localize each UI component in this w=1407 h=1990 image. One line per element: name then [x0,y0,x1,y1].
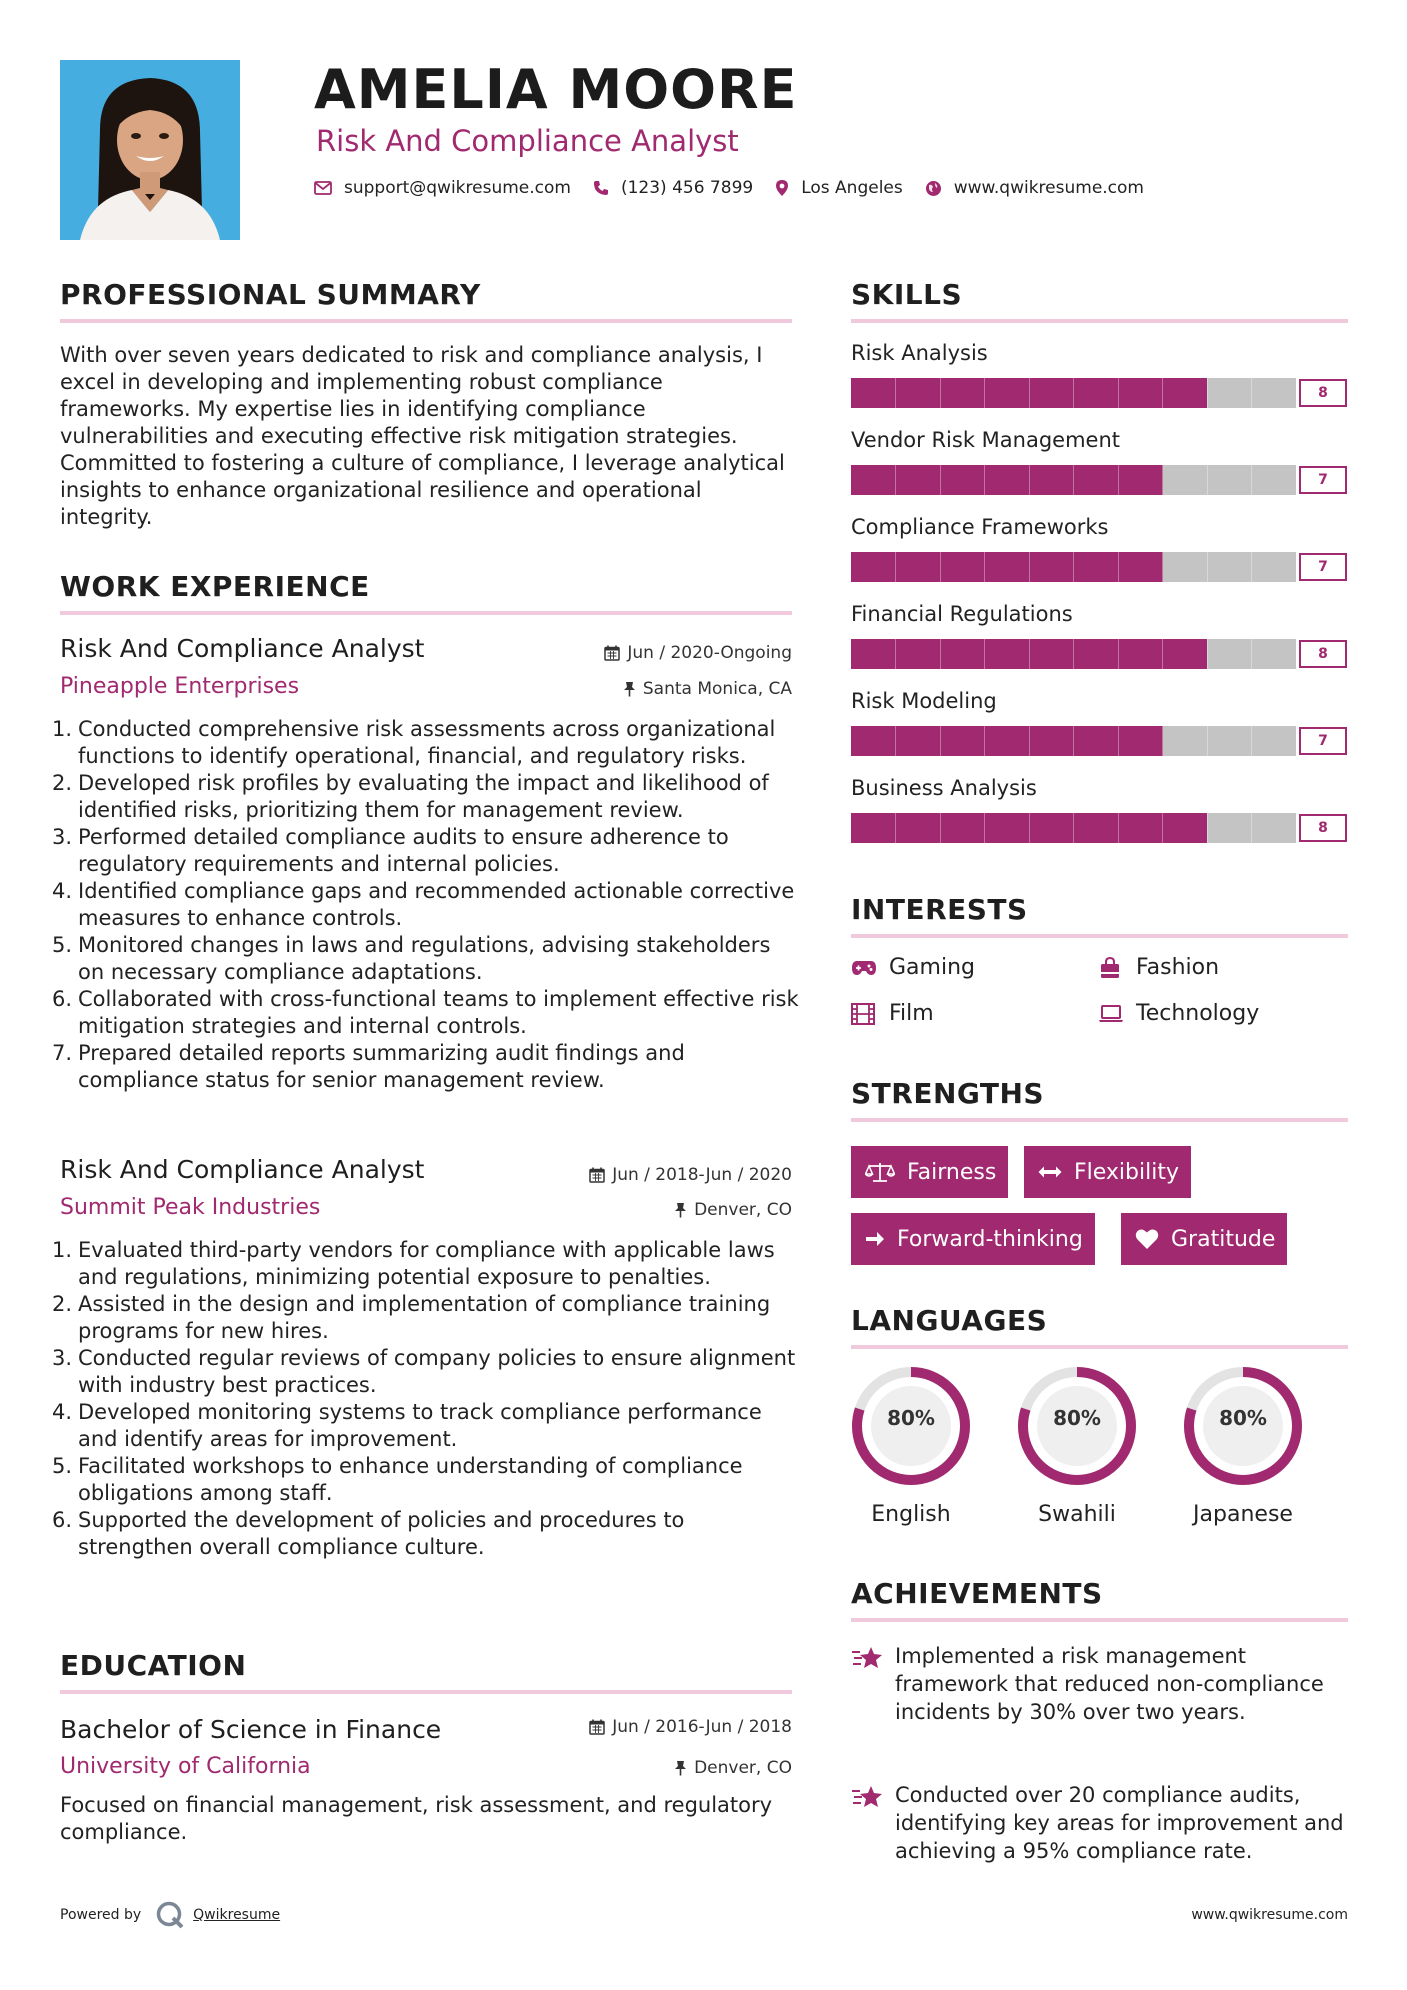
duty-number: 5. [52,933,73,957]
education-description: Focused on financial management, risk assessment, and regulatory compliance. [60,1793,773,1844]
job-duty-item [52,1399,800,1453]
qwikresume-logo-icon [155,1900,185,1930]
interest-fashion [1098,955,1219,980]
duty-text: Conducted comprehensive risk assessments across organizational functions to identify operational, financial, and regulatory risks. [78,717,776,768]
strength-badge-flexibility [1024,1146,1191,1198]
job-location [623,679,792,699]
skill-bar-segment [985,813,1030,843]
arrow-right-icon [865,1229,885,1249]
skill-name: Compliance Frameworks [851,515,1109,539]
duty-text: Collaborated with cross-functional teams to implement effective risk mitigation strategies and internal controls. [78,987,799,1038]
skill-score: 8 [1299,814,1347,842]
strength-label: Flexibility [1074,1159,1179,1185]
skill-bar [851,639,1347,669]
skill-bar-segment [1118,552,1163,582]
globe-icon [925,180,942,197]
skill-bar-segment [940,639,985,669]
skill-bar-segment [1118,378,1163,408]
skill-bar [851,726,1347,756]
language-item [1181,1364,1305,1527]
skill-name: Vendor Risk Management [851,428,1120,452]
skill-name: Risk Modeling [851,689,997,713]
calendar-icon [604,645,620,661]
duty-number: 2. [52,1292,73,1316]
job-duty-item [52,1345,800,1399]
skill-bar-segment [940,465,985,495]
skill-bar-segment [896,465,941,495]
skill-bar-segment [940,813,985,843]
skill-bar-segment [1163,552,1208,582]
achievement-item [851,1781,1351,1865]
contact-phone: (123) 456 7899 [620,178,754,198]
interest-label: Fashion [1136,955,1220,980]
education-dates-text: Jun / 2016-Jun / 2018 [612,1717,792,1737]
languages-divider [851,1345,1348,1349]
language-percent: 80% [1053,1406,1101,1430]
job-duty-item [52,1291,800,1345]
skill-bar-segment [851,552,896,582]
skill-score: 7 [1299,466,1347,494]
job-company: Pineapple Enterprises [60,674,300,699]
achievement-text: Conducted over 20 compliance audits, identifying key areas for improvement and achieving a 95% compliance rate. [895,1783,1344,1863]
job-duty-item [52,1237,800,1291]
duty-text: Identified compliance gaps and recommended actionable corrective measures to enhance controls. [78,879,795,930]
skill-bar-track [851,639,1296,669]
job-duties-list [52,1237,800,1561]
powered-by-label: Powered by [60,1907,142,1923]
envelope-icon [314,181,332,195]
skill-bar-segment [940,378,985,408]
contact-website[interactable]: www.qwikresume.com [953,178,1144,198]
duty-number: 5. [52,1454,73,1478]
skill-bar-segment [985,465,1030,495]
contact-location: Los Angeles [801,178,903,198]
skill-bar-segment [896,639,941,669]
heart-icon [1135,1228,1159,1250]
job-company: Summit Peak Industries [60,1195,321,1220]
achievement-text: Implemented a risk management framework that reduced non-compliance incidents by 30% over two years. [895,1644,1324,1724]
duty-number: 4. [52,1400,73,1424]
job-location [674,1200,792,1220]
skill-name: Risk Analysis [851,341,988,365]
achievements-divider [851,1618,1348,1622]
skill-bar-segment [1074,378,1119,408]
skill-bar-segment [1118,465,1163,495]
calendar-icon [589,1167,605,1183]
skill-bar-segment [896,552,941,582]
education-degree: Bachelor of Science in Finance [60,1715,442,1744]
summary-heading: PROFESSIONAL SUMMARY [60,278,481,311]
skill-bar-segment [1074,726,1119,756]
shooting-star-icon [851,1781,895,1865]
candidate-role: Risk And Compliance Analyst [316,124,739,158]
language-item [849,1364,973,1527]
interest-label: Film [889,1001,934,1026]
skill-bar-segment [1118,813,1163,843]
skill-bar-segment [896,378,941,408]
duty-number: 7. [52,1041,73,1065]
skill-bar-segment [1252,552,1297,582]
duty-text: Developed monitoring systems to track compliance performance and identify areas for improvement. [78,1400,762,1451]
skill-name: Business Analysis [851,776,1037,800]
shopping-bag-icon [1098,957,1126,979]
education-school: University of California [60,1754,311,1779]
interests-heading: INTERESTS [851,893,1028,926]
skill-bar-segment [1029,813,1074,843]
duty-text: Prepared detailed reports summarizing audit findings and compliance status for senior management review. [78,1041,685,1092]
skills-heading: SKILLS [851,278,963,311]
strengths-heading: STRENGTHS [851,1077,1045,1110]
phone-icon [593,180,609,196]
education-dates [589,1717,792,1737]
skill-bar-segment [851,813,896,843]
calendar-icon [589,1719,605,1735]
shooting-star-icon [851,1642,895,1726]
skill-bar-segment [1207,726,1252,756]
achievement-item [851,1642,1351,1726]
languages-heading: LANGUAGES [851,1304,1048,1337]
duty-text: Assisted in the design and implementation of compliance training programs for new hires. [78,1292,771,1343]
skill-bar-segment [1074,552,1119,582]
strength-label: Gratitude [1171,1226,1276,1252]
strength-label: Fairness [907,1159,997,1185]
skill-bar-segment [1118,726,1163,756]
strength-badge-forward-thinking [851,1213,1095,1265]
education-location [674,1758,792,1778]
interest-gaming [851,955,975,980]
footer-website[interactable]: www.qwikresume.com [1191,1907,1348,1923]
job-duty-item [52,1040,800,1094]
job-duty-item [52,932,800,986]
experience-divider [60,611,792,615]
interest-technology [1098,1001,1259,1026]
job-location-text: Santa Monica, CA [642,679,792,699]
job-dates-text: Jun / 2018-Jun / 2020 [612,1165,792,1185]
balance-scale-icon [865,1161,895,1183]
duty-text: Developed risk profiles by evaluating the impact and likelihood of identified risks, prioritizing them for management review. [78,771,769,822]
skill-score: 8 [1299,379,1347,407]
language-percent: 80% [1219,1406,1267,1430]
strength-badge-gratitude [1121,1213,1287,1265]
skill-bar-segment [1252,639,1297,669]
skills-divider [851,319,1348,323]
skill-score: 7 [1299,727,1347,755]
duty-number: 2. [52,771,73,795]
interests-divider [851,934,1348,938]
duty-text: Performed detailed compliance audits to ensure adherence to regulatory requirements and internal policies. [78,825,729,876]
skill-score: 8 [1299,640,1347,668]
summary-text: With over seven years dedicated to risk and compliance analysis, I excel in developing and implementing robust compliance frameworks. My expertise lies in identifying compliance vulnerabilities and executing effective risk mitigation strategies. Committed to fostering a culture of compliance, I leverage analytical insights to enhance organizational resilience and operational integrity. [60,343,785,529]
skill-bar-track [851,726,1296,756]
skill-bar-segment [985,726,1030,756]
skill-bar-segment [1163,465,1208,495]
language-name: English [871,1502,951,1527]
strength-label: Forward-thinking [897,1226,1083,1252]
skill-bar-segment [1118,639,1163,669]
skill-bar-segment [940,726,985,756]
pushpin-icon [674,1202,687,1218]
strength-badge-fairness [851,1146,1008,1198]
skill-bar-segment [1252,378,1297,408]
pushpin-icon [623,681,636,697]
duty-number: 3. [52,825,73,849]
skill-bar-segment [1252,726,1297,756]
job-duties-list [52,716,800,1094]
skill-bar-segment [1252,813,1297,843]
job-duty-item [52,1453,800,1507]
education-divider [60,1690,792,1694]
skill-bar-segment [896,813,941,843]
skill-name: Financial Regulations [851,602,1073,626]
contact-email[interactable]: support@qwikresume.com [344,178,571,198]
skill-bar-segment [1163,726,1208,756]
language-item [1015,1364,1139,1527]
language-percent: 80% [887,1406,935,1430]
skill-bar-segment [896,726,941,756]
skill-bar-segment [1074,465,1119,495]
duty-number: 6. [52,987,73,1011]
contact-bar [314,178,1166,198]
language-name: Japanese [1193,1502,1293,1527]
skill-bar-segment [940,552,985,582]
skill-bar-segment [1029,552,1074,582]
skill-bar-segment [1074,813,1119,843]
language-name: Swahili [1038,1502,1116,1527]
skill-bar-segment [851,378,896,408]
gamepad-icon [851,960,879,976]
skill-bar-track [851,813,1296,843]
job-dates [604,643,792,663]
education-location-text: Denver, CO [694,1758,792,1778]
skill-bar-segment [1207,552,1252,582]
skill-bar-segment [851,726,896,756]
skill-bar-segment [1029,639,1074,669]
skill-bar-segment [851,465,896,495]
duty-number: 1. [52,1238,73,1262]
job-duty-item [52,878,800,932]
experience-heading: WORK EXPERIENCE [60,570,370,603]
skill-bar-segment [1074,639,1119,669]
skill-bar-segment [1029,465,1074,495]
candidate-name: AMELIA MOORE [314,58,798,121]
interest-label: Technology [1136,1001,1260,1026]
pushpin-icon [674,1760,687,1776]
job-title: Risk And Compliance Analyst [60,634,425,663]
interest-label: Gaming [889,955,975,980]
duty-text: Facilitated workshops to enhance understanding of compliance obligations among staff. [78,1454,743,1505]
job-title: Risk And Compliance Analyst [60,1155,425,1184]
job-duty-item [52,716,800,770]
job-duty-item [52,986,800,1040]
skill-bar-segment [1029,378,1074,408]
job-dates [589,1165,792,1185]
skill-bar-segment [1252,465,1297,495]
skill-bar [851,552,1347,582]
strengths-divider [851,1118,1348,1122]
skill-bar-segment [1207,813,1252,843]
duty-number: 6. [52,1508,73,1532]
map-marker-icon [775,179,789,197]
skill-bar-track [851,552,1296,582]
qwikresume-brand-link[interactable]: Qwikresume [193,1907,281,1923]
achievements-heading: ACHIEVEMENTS [851,1577,1103,1610]
skill-bar-segment [1207,378,1252,408]
duty-text: Monitored changes in laws and regulations, advising stakeholders on necessary compliance adaptations. [78,933,771,984]
profile-photo [60,60,240,240]
skill-bar-segment [985,552,1030,582]
skill-bar-segment [1163,378,1208,408]
laptop-icon [1098,1005,1126,1023]
skill-bar-segment [1207,639,1252,669]
duty-number: 3. [52,1346,73,1370]
duty-text: Supported the development of policies and procedures to strengthen overall compliance culture. [78,1508,685,1559]
skill-score: 7 [1299,553,1347,581]
skill-bar-segment [851,639,896,669]
skill-bar [851,378,1347,408]
duty-text: Conducted regular reviews of company policies to ensure alignment with industry best practices. [78,1346,796,1397]
skill-bar-segment [1163,639,1208,669]
duty-number: 1. [52,717,73,741]
skill-bar [851,813,1347,843]
summary-divider [60,319,792,323]
skill-bar [851,465,1347,495]
skill-bar-segment [985,378,1030,408]
job-location-text: Denver, CO [694,1200,792,1220]
skill-bar-segment [1207,465,1252,495]
job-duty-item [52,824,800,878]
job-duty-item [52,770,800,824]
skill-bar-segment [1029,726,1074,756]
skill-bar-segment [985,639,1030,669]
skill-bar-track [851,465,1296,495]
job-duty-item [52,1507,800,1561]
skill-bar-track [851,378,1296,408]
education-heading: EDUCATION [60,1649,247,1682]
job-dates-text: Jun / 2020-Ongoing [627,643,792,663]
duty-text: Evaluated third-party vendors for compliance with applicable laws and regulations, minimizing potential exposure to penalties. [78,1238,775,1289]
duty-number: 4. [52,879,73,903]
skill-bar-segment [1163,813,1208,843]
film-icon [851,1003,879,1025]
interest-film [851,1001,934,1026]
arrows-horizontal-icon [1038,1165,1062,1179]
footer-powered-by [60,1900,280,1930]
